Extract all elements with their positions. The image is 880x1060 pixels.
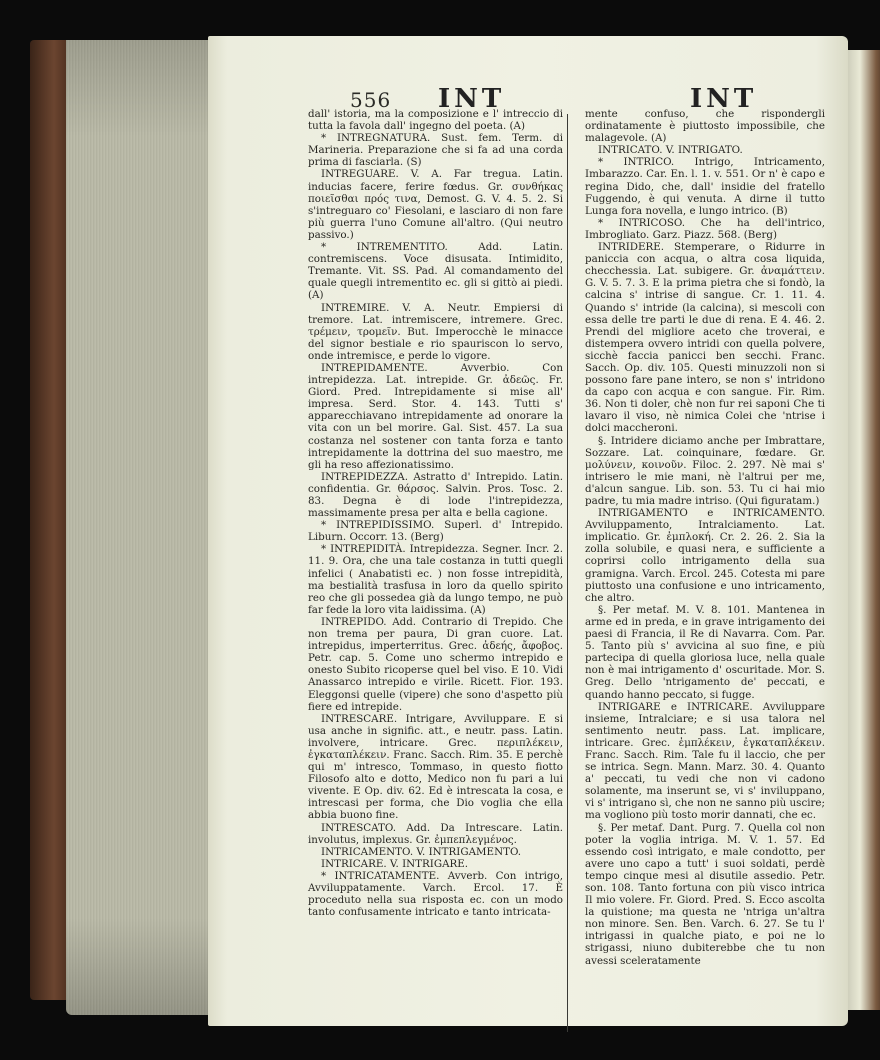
entry-text: * INTREPIDITÀ. Intrepidezza. Segner. Incr. 2. 11. 9. Ora, che una tale costanza in tutti quegli infelici ( Anabatisti ec. ) non fosse intrepidità, ma bestialità trasfusa in loro da quello spirito reo che gli possedea già da lungo tempo, ne può far fede la loro vita laidissima. (A) bbox=[308, 543, 563, 616]
entry-text: INTRESCATO. Add. Da Intrescare. Latin. involutus, implexus. Gr. ἐμπεπλεγμένος. bbox=[308, 821, 563, 846]
entry-text: * INTREGNATURA. Sust. fem. Term. di Marineria. Preparazione che si fa ad una corda prima di fasciarla. (S) bbox=[308, 132, 563, 169]
entry-text: INTREPIDAMENTE. Avverbio. Con intrepidezza. Lat. intrepide. Gr. ἀδεῶς. Fr. Giord. Pred. Intrepidamente si mise all' impresa. Serd. Stor. 4. 143. Tutti s' apparecchiavano intrepidamente ad onorare la vita con un bel morire. Gal. Sist. 457. La sua costanza nel sostener con tanta forza e tanto intrepidamente la dottrina del suo maestro, me gli ha reso affezionatissimo. bbox=[308, 361, 563, 471]
entry-text: INTRICAMENTO. V. INTRIGAMENTO. bbox=[321, 845, 522, 858]
entry-text: * INTRICO. Intrigo, Intricamento, Imbarazzo. Car. En. l. 1. v. 551. Or n' è capo e regina Dido, che, dall' insidie del fratello Fuggendo, è qui venuta. A dirne il tutto Lunga fora novella, e lungo intrico. (B) bbox=[585, 156, 825, 217]
entry-text: INTREPIDEZZA. Astratto d' Intrepido. Latin. confidentia. Gr. θάρσος. Salvin. Pros. Tosc. 2. 83. Degna è di lode l'intrepidezza, massimamente presa per alta e bella cagione. bbox=[308, 470, 563, 520]
entry-text: mente confuso, che rispondergli ordinatamente è piuttosto impossibile, che malagevole. (A) bbox=[585, 108, 825, 145]
entry-text: §. Per metaf. M. V. 8. 101. Mantenea in arme ed in preda, e in grave intrigamento dei paesi di Francia, il Re di Navarra. Com. Par. 5. Tanto più s' avvicina al suo fine, e più partecipa di quella gloriosa luce, nella quale non è mai intrigamento d' oscuritade. Mor. S. Greg. Dello 'ntrigamento de' peccati, e quando hanno peccato, si fugge. bbox=[585, 603, 825, 701]
entry-text: * INTRICOSO. Che ha dell'intrico, Imbrogliato. Garz. Piazz. 568. (Berg) bbox=[585, 216, 825, 241]
column-rule bbox=[567, 114, 568, 1032]
entry-text: INTRIDERE. Stemperare, o Ridurre in paniccia con acqua, o altra cosa liquida, checchessia. Lat. subigere. Gr. ἀναμάττειν. G. V. 5. 7. 3. E la prima pietra che si fondò, la calcina s' intrise di sangue. Cr. 1. 11. 4. Quando s' intride (la calcina), si mescoli con essa delle tre parti le due di rena. E 4. 46. 2. Prendi del migliore aceto che troverai, e distempera ovvero intridi con quella polvere, sicchè faccia panicci ben secchi. Franc. Sacch. Op. div. 105. Questi minuzzoli non si possono fare pane intero, se non s' intridono da capo con acqua e con sangue. Fir. Rim. 36. Non ti doler, chè non fur rei saponi Che ti lavaro il viso, nè nimica Colei che 'ntrise i dolci maccheroni. bbox=[585, 241, 825, 435]
running-header-left: INT bbox=[438, 84, 506, 114]
right-column bbox=[585, 108, 825, 967]
running-header-right: INT bbox=[690, 84, 758, 114]
entry-text: INTREMIRE. V. A. Neutr. Empiersi di tremore. Lat. intremiscere, intremere. Grec. τρέμειν, τρομεῖν. But. Imperocchè le minacce del signor bestiale e rio spauriscon lo servo, onde intremisce, e perde lo vigore. bbox=[308, 301, 563, 362]
entry-text: INTRESCARE. Intrigare, Avviluppare. E si usa anche in signific. att., e neutr. pass. Latin. involvere, intricare. Grec. περιπλέκειν, ἐγκαταπλέκειν. Franc. Sacch. Rim. 35. E perchè qui m' intresco, Tommaso, in questo fiotto Filosofo alto e dotto, Medico non fu pari a lui vivente. E Op. div. 62. Ed è intrescata la cosa, e intrescasi per forma, che Dio voglia che ella abbia buono fine. bbox=[308, 712, 563, 822]
book-cover-left bbox=[30, 40, 70, 1000]
page-edges bbox=[66, 40, 216, 1015]
book-cover-right bbox=[848, 50, 880, 1010]
entry-text: INTREPIDO. Add. Contrario di Trepido. Che non trema per paura, Di gran cuore. Lat. intrepidus, imperterritus. Grec. ἀδεής, ἄφοβος. Petr. cap. 5. Come uno schermo intrepido e onesto Subito ricoperse quel bel viso. E 10. Vidi Anassarco intrepido e virile. Ricett. Fior. 193. Eleggonsi quelle (vipere) che sono d'aspetto più fiere ed intrepide. bbox=[308, 615, 563, 713]
entry-text: §. Intridere diciamo anche per Imbrattare, Sozzare. Lat. coinquinare, fœdare. Gr. μολύνειν, κοινοῦν. Filoc. 2. 297. Nè mai s' intrisero le mie mani, nè l'altrui per me, d'alcun sangue. Lib. son. 53. Tu ci hai mio padre, tu mia madre intriso. (Qui figuratam.) bbox=[585, 434, 825, 507]
entry-text: dall' istoria, ma la composizione e l' intreccio di tutta la favola dall' ingegno del poeta. (A) bbox=[308, 108, 563, 133]
entry-text: * INTREMENTITO. Add. Latin. contremiscens. Voce disusata. Intimidito, Tremante. Vit. SS. Pad. Al comandamento del quale quegli intrementito ec. gli si gittò ai piedi. (A) bbox=[308, 241, 563, 302]
entry-text: * INTREPIDISSIMO. Superl. d' Intrepido. Liburn. Occorr. 13. (Berg) bbox=[308, 519, 563, 544]
entry-text: * INTRICATAMENTE. Avverb. Con intrigo, Avviluppatamente. Varch. Ercol. 17. È proceduto nella sua risposta ec. con un modo tanto confusamente intricato e tanto intricata- bbox=[308, 869, 563, 919]
entry-text: INTRICARE. V. INTRIGARE. bbox=[321, 857, 469, 870]
entry-text: INTREGUARE. V. A. Far tregua. Latin. inducias facere, ferire fœdus. Gr. συνθήκας ποιεῖσθαι πρός τινα, Demost. G. V. 4. 5. 2. Si s'intreguaro co' Fiesolani, e lasciaro di non fare più guerra l'uno Comune all'altro. (Qui neutro passivo.) bbox=[308, 168, 563, 241]
entry-text: INTRICATO. V. INTRIGATO. bbox=[598, 144, 743, 157]
entry-text: INTRIGAMENTO e INTRICAMENTO. Avviluppamento, Intralciamento. Lat. implicatio. Gr. ἐμπλοκή. Cr. 2. 26. 2. Sia la zolla solubile, e quasi nera, e sufficiente a coprirsi collo intrigamento della sua gramigna. Varch. Ercol. 245. Cotesta mi pare piuttosto una confusione e uno intricamento, che altro. bbox=[585, 507, 825, 604]
left-column bbox=[308, 108, 563, 918]
entry-text: INTRIGARE e INTRICARE. Avviluppare insieme, Intralciare; e si usa talora nel sentimento neutr. pass. Lat. implicare, intricare. Grec. ἐμπλέκειν, ἐγκαταπλέκειν. Franc. Sacch. Rim. Tale fu il laccio, che per se intrica. Segn. Mann. Marz. 30. 4. Quanto a' peccati, tu vedi che non vi cadono solamente, ma inserunt se, vi s' inviluppano, vi s' intrigano sì, che non ne sanno più uscire; ma vogliono più tosto morir dannati, che ec. bbox=[585, 700, 825, 822]
page-number: 556 bbox=[350, 88, 392, 112]
entry-text: §. Per metaf. Dant. Purg. 7. Quella col non poter la voglia intriga. M. V. 1. 57. Ed essendo così intrigato, e male condotto, per avere uno capo a tutt' i suoi soldati, perdè tempo cinque mesi al disutile assedio. Petr. son. 108. Tanto fortuna con più visco intrica Il mio volere. Fr. Giord. Pred. S. Ecco ascolta la quistione; ma questa ne 'ntriga un'altra non minore. Sen. Ben. Varch. 6. 27. Se tu l' intrigassi in qualche piato, e poi ne lo strigassi, niuno dubiterebbe che tu non avessi sceleratamente bbox=[585, 821, 825, 967]
